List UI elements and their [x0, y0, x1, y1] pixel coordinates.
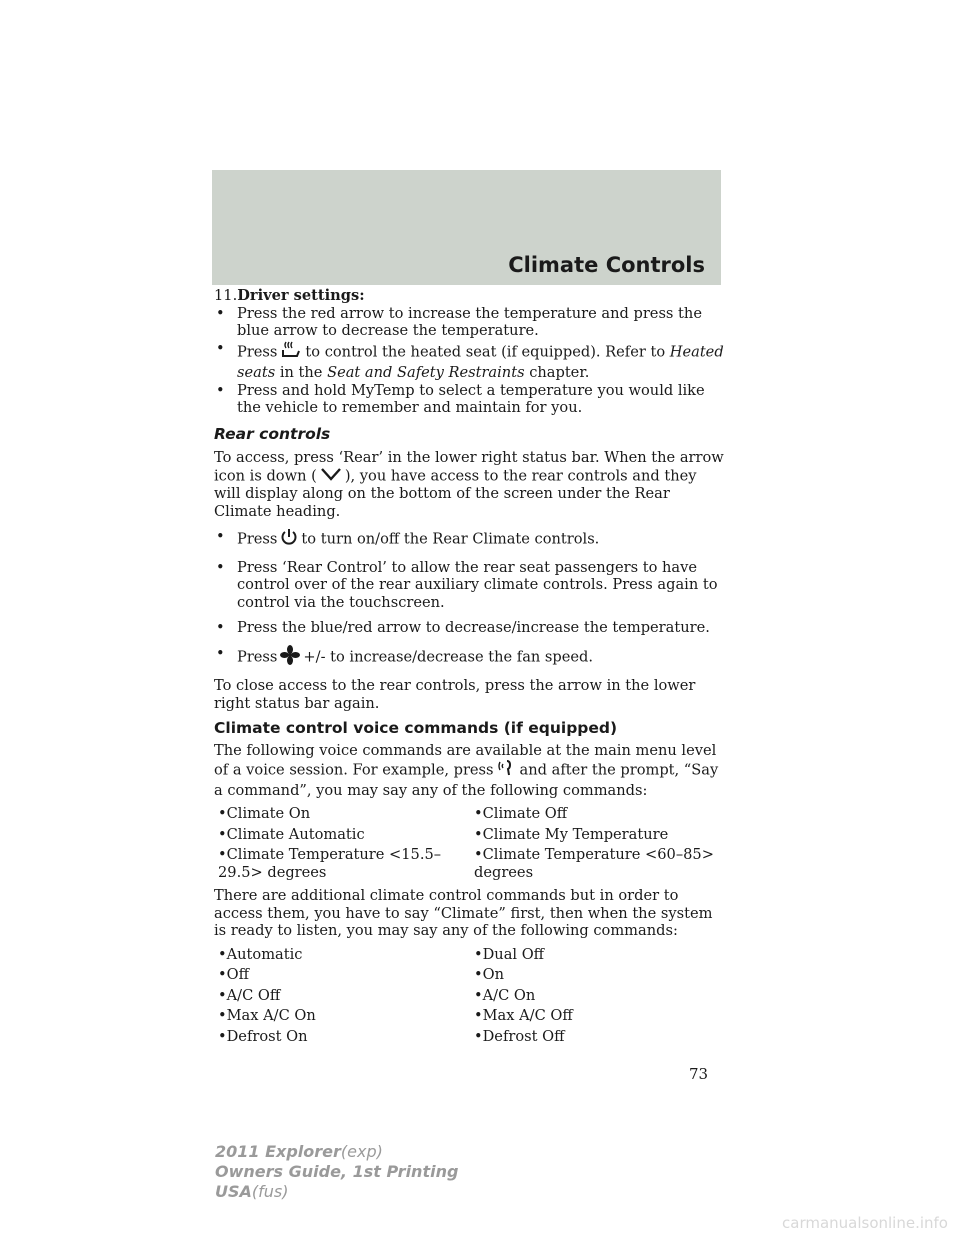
- voice-commands-list: [214, 805, 724, 881]
- section-title: Climate Controls: [508, 253, 705, 277]
- list-item: •Climate Temperature <15.5–29.5> degrees: [218, 846, 442, 881]
- list-item: •Automatic: [218, 945, 303, 963]
- rear-close-text: To close access to the rear controls, press the arrow in the lower right status bar again.: [214, 677, 696, 712]
- rear-controls-heading: Rear controls: [214, 424, 331, 443]
- voice-commands-heading: Climate control voice commands (if equipped): [214, 719, 618, 737]
- chevron-down-icon: [320, 467, 342, 486]
- document-footer: 2011 Explorer(exp) Owners Guide, 1st Printing USA(fus): [215, 1142, 459, 1201]
- item-number: 11.: [214, 287, 238, 304]
- list-item: •Max A/C Off: [474, 1007, 573, 1024]
- list-item: •Climate Temperature <60–85> degrees: [474, 846, 714, 881]
- power-icon: [280, 528, 298, 551]
- bullet-fan-speed: • Press +/- to increase/decrease the fan speed.: [214, 645, 724, 670]
- driver-settings-label: Driver settings:: [237, 287, 365, 304]
- fan-icon: [280, 645, 300, 670]
- rear-intro: To access, press ‘Rear’ in the lower right status bar. When the arrow icon is down ( ), you have access to the rear controls and they will display along on the bottom of the screen under the Rear Climate heading.: [214, 449, 724, 520]
- driver-settings-heading: [214, 287, 724, 305]
- list-item: •Climate Off: [474, 805, 568, 822]
- bullet-heated-seat: • Press to control the heated seat (if equipped). Refer to Heated seats in the Seat and Safety Restraints chapter.: [216, 339, 724, 381]
- bullet-temperature-arrows: • Press the red arrow to increase the temperature and press the blue arrow to decrease the temperature.: [216, 304, 702, 339]
- list-item: •Defrost Off: [474, 1027, 565, 1045]
- section-header-band: [212, 170, 721, 285]
- watermark-link[interactable]: carmanualsonline.info: [782, 1214, 948, 1232]
- climate-subcommands-list: [214, 946, 724, 1046]
- list-item: •Climate My Temperature: [474, 825, 669, 843]
- list-item: •Defrost On: [218, 1027, 308, 1045]
- list-item: •Dual Off: [474, 945, 545, 963]
- voice-icon: [497, 759, 517, 782]
- page-number: 73: [689, 1065, 709, 1083]
- additional-commands-text: There are additional climate control commands but in order to access them, you have to say “Climate” first, then when the system is ready to listen, you may say any of the following commands:: [214, 887, 713, 939]
- bullet-rear-control: • Press ‘Rear Control’ to allow the rear seat passengers to have control over of the rear auxiliary climate controls. Press again to control via the touchscreen.: [216, 558, 718, 611]
- list-item: •Max A/C On: [218, 1007, 316, 1024]
- list-item: •Climate On: [218, 805, 311, 822]
- heated-seat-icon: [280, 340, 302, 365]
- page-content: [214, 287, 724, 1051]
- list-item: •Climate Automatic: [218, 825, 365, 843]
- list-item: •A/C On: [474, 986, 536, 1004]
- bullet-rear-power: • Press to turn on/off the Rear Climate controls.: [214, 528, 724, 551]
- list-item: •Off: [218, 966, 249, 983]
- list-item: •A/C Off: [218, 986, 281, 1004]
- voice-intro: The following voice commands are available at the main menu level of a voice session. For example, press and after the prompt, “Say a command”, you may say any of the following commands:: [214, 741, 719, 799]
- bullet-mytemp: • Press and hold MyTemp to select a temperature you would like the vehicle to remember and maintain for you.: [216, 381, 705, 416]
- list-item: •On: [474, 966, 504, 983]
- bullet-rear-arrows: • Press the blue/red arrow to decrease/increase the temperature.: [216, 619, 710, 636]
